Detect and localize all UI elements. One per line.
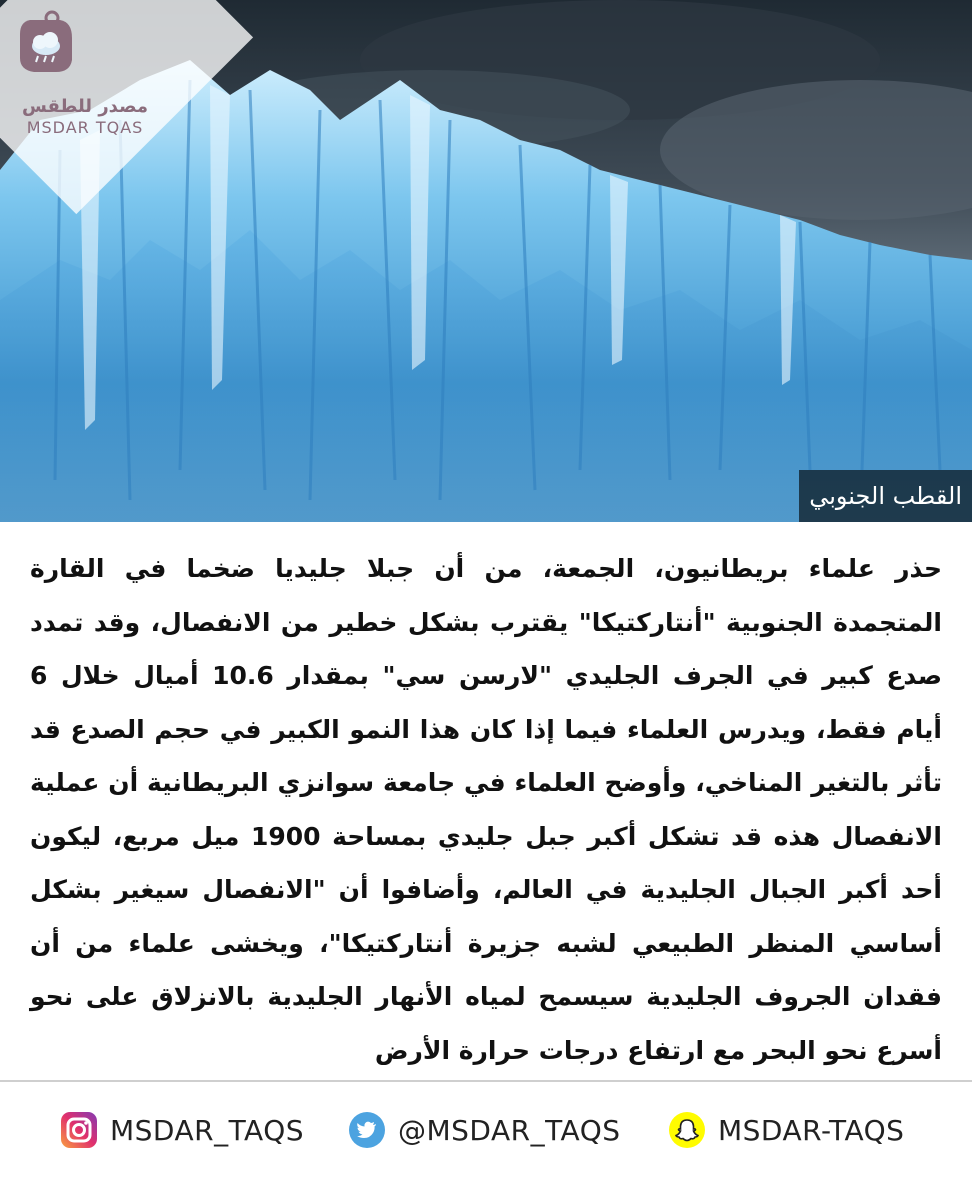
logo-arabic-text: مصدر للطقس [22,96,148,117]
footer-divider [0,1080,972,1082]
logo-english-text: MSDAR TQAS [26,118,144,137]
article-body: حذر علماء بريطانيون، الجمعة، من أن جبلا جليديا ضخما في القارة المتجمدة الجنوبية "أنتاركتيكا" يقترب بشكل خطير من الانفصال، وقد تمدد صدع كبير في الجرف الجليدي "لارسن سي" بمقدار 10.6 أميال خلال 6 أيام فقط، ويدرس العلماء فيما إذا كان هذا النمو الكبير في حجم الصدع قد تأثر بالتغير المناخي، وأوضح العلماء في جامعة سوانزي البريطانية أن عملية الانفصال هذه قد تشكل أكبر جبل جليدي بمساحة 1900 ميل مربع، ليكون أحد أكبر الجبال الجليدية في العالم، وأضافوا أن "الانفصال سيغير بشكل أساسي المنظر الطبيعي لشبه جزيرة أنتاركتيكا"، ويخشى علماء من أن فقدان الجروف الجليدية سيسمح لمياه الأنهار الجليدية بالانزلاق على نحو أسرع نحو البحر مع ارتفاع درجات حرارة الأرض [30,554,942,1065]
twitter-icon [348,1111,386,1149]
twitter-link[interactable] [348,1105,621,1155]
hero-image [0,0,972,522]
image-caption: القطب الجنوبي [799,470,972,522]
brand-logo [10,8,180,138]
twitter-handle: @MSDAR_TAQS [398,1113,621,1147]
instagram-icon [60,1111,98,1149]
snapchat-handle: MSDAR-TAQS [718,1113,905,1147]
instagram-handle: MSDAR_TAQS [110,1113,305,1147]
snapchat-icon [668,1111,706,1149]
logo-mark-icon [10,8,80,78]
instagram-link[interactable] [60,1105,304,1155]
snapchat-link[interactable] [668,1105,904,1155]
